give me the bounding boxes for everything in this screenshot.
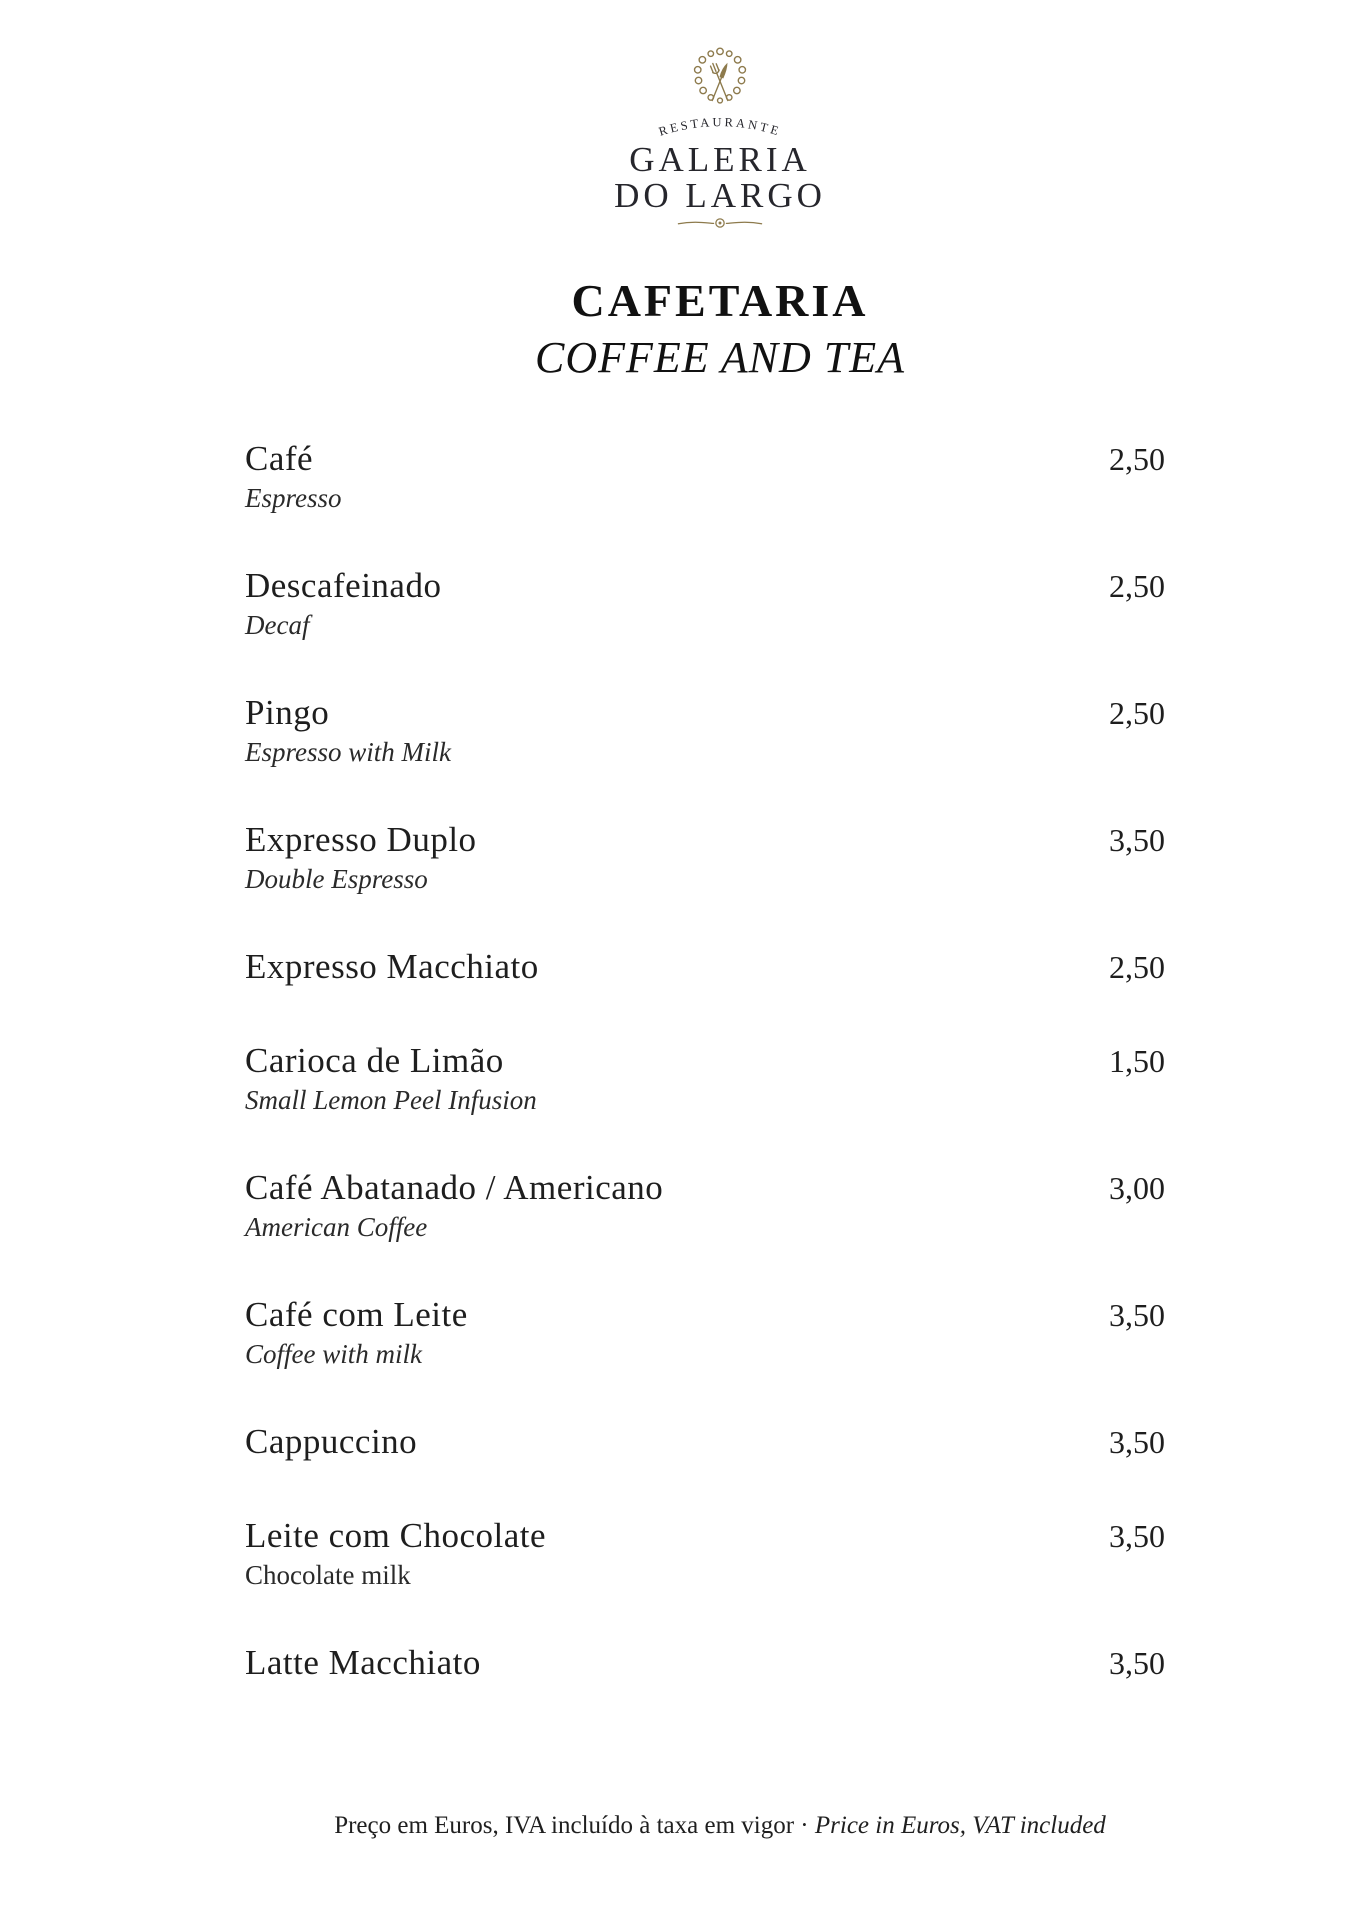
menu-item-text: [245, 563, 441, 642]
menu-item-name: Café: [245, 439, 314, 478]
menu-item-description: Espresso with Milk: [245, 737, 451, 767]
svg-text:RESTAURANTE: [657, 115, 783, 139]
menu-item: [245, 944, 1195, 990]
menu-item-description: American Coffee: [245, 1212, 428, 1242]
menu-item-name: Descafeinado: [245, 566, 442, 605]
menu-item: [245, 1038, 1195, 1117]
menu-item-price: 3,00: [1109, 1170, 1165, 1206]
menu-item-text: [245, 1165, 663, 1244]
menu-item-name: Carioca de Limão: [245, 1041, 504, 1080]
restaurant-logo: [245, 0, 1195, 232]
menu-item-price: 2,50: [1109, 568, 1165, 604]
menu-item-price: 3,50: [1109, 1424, 1165, 1460]
menu-item-text: [245, 1292, 468, 1371]
menu-item-price: 3,50: [1109, 1297, 1165, 1333]
menu-item-text: [245, 690, 451, 769]
footer-note: [245, 1812, 1195, 1840]
menu-item: [245, 1292, 1195, 1371]
menu-item-name: Pingo: [245, 693, 330, 732]
menu-item: [245, 563, 1195, 642]
brand-name-line2: DO LARGO: [614, 176, 826, 215]
menu-item-price: 2,50: [1109, 695, 1165, 731]
menu-item-price: 2,50: [1109, 441, 1165, 477]
section-subtitle: COFFEE AND TEA: [534, 333, 906, 382]
restaurant-type-arc: [635, 112, 805, 142]
menu-item: [245, 817, 1195, 896]
menu-item-name: Café Abatanado / Americano: [245, 1168, 664, 1207]
menu-item: [245, 1165, 1195, 1244]
fork-knife-crest-icon: [678, 46, 762, 112]
menu-item: [245, 1640, 1195, 1686]
menu-item-text: [245, 1513, 546, 1592]
menu-item-name: Expresso Macchiato: [245, 947, 539, 986]
menu-item-description: Chocolate milk: [245, 1560, 411, 1590]
menu-item-description: Decaf: [245, 610, 310, 640]
menu-item: [245, 1513, 1195, 1592]
menu-item-name: Leite com Chocolate: [245, 1516, 547, 1555]
menu-item-name: Café com Leite: [245, 1295, 468, 1334]
menu-item-text: [245, 436, 342, 515]
footer-note-pt: Preço em Euros, IVA incluído à taxa em vigor: [334, 1812, 795, 1839]
menu-list: [245, 436, 1195, 1686]
menu-item-name: Latte Macchiato: [245, 1643, 481, 1682]
menu-item-price: 3,50: [1109, 1645, 1165, 1681]
menu-item: [245, 436, 1195, 515]
menu-item-price: 2,50: [1109, 949, 1165, 985]
menu-item-description: Espresso: [245, 483, 342, 513]
menu-item-price: 3,50: [1109, 822, 1165, 858]
menu-item-text: [245, 1419, 417, 1464]
menu-item-description: Double Espresso: [245, 864, 428, 894]
menu-item-text: [245, 817, 477, 896]
menu-item-description: Small Lemon Peel Infusion: [245, 1085, 537, 1115]
restaurant-type-label: RESTAURANTE: [657, 115, 783, 139]
footer-note-en: Price in Euros, VAT included: [814, 1812, 1106, 1839]
menu-item: [245, 690, 1195, 769]
section-title: CAFETARIA: [571, 275, 869, 326]
menu-item-text: [245, 1640, 481, 1685]
menu-item-name: Expresso Duplo: [245, 820, 477, 859]
menu-item-name: Cappuccino: [245, 1422, 418, 1461]
menu-item: [245, 1419, 1195, 1465]
footer-note-separator: ·: [800, 1812, 809, 1839]
menu-item-price: 1,50: [1109, 1043, 1165, 1079]
menu-item-text: [245, 944, 539, 989]
menu-item-price: 3,50: [1109, 1518, 1165, 1554]
winged-dot-divider-icon: [672, 214, 768, 232]
brand-name-line1: GALERIA: [629, 140, 811, 179]
menu-item-description: Coffee with milk: [245, 1339, 422, 1369]
menu-content: [245, 0, 1195, 1686]
menu-item-text: [245, 1038, 537, 1117]
